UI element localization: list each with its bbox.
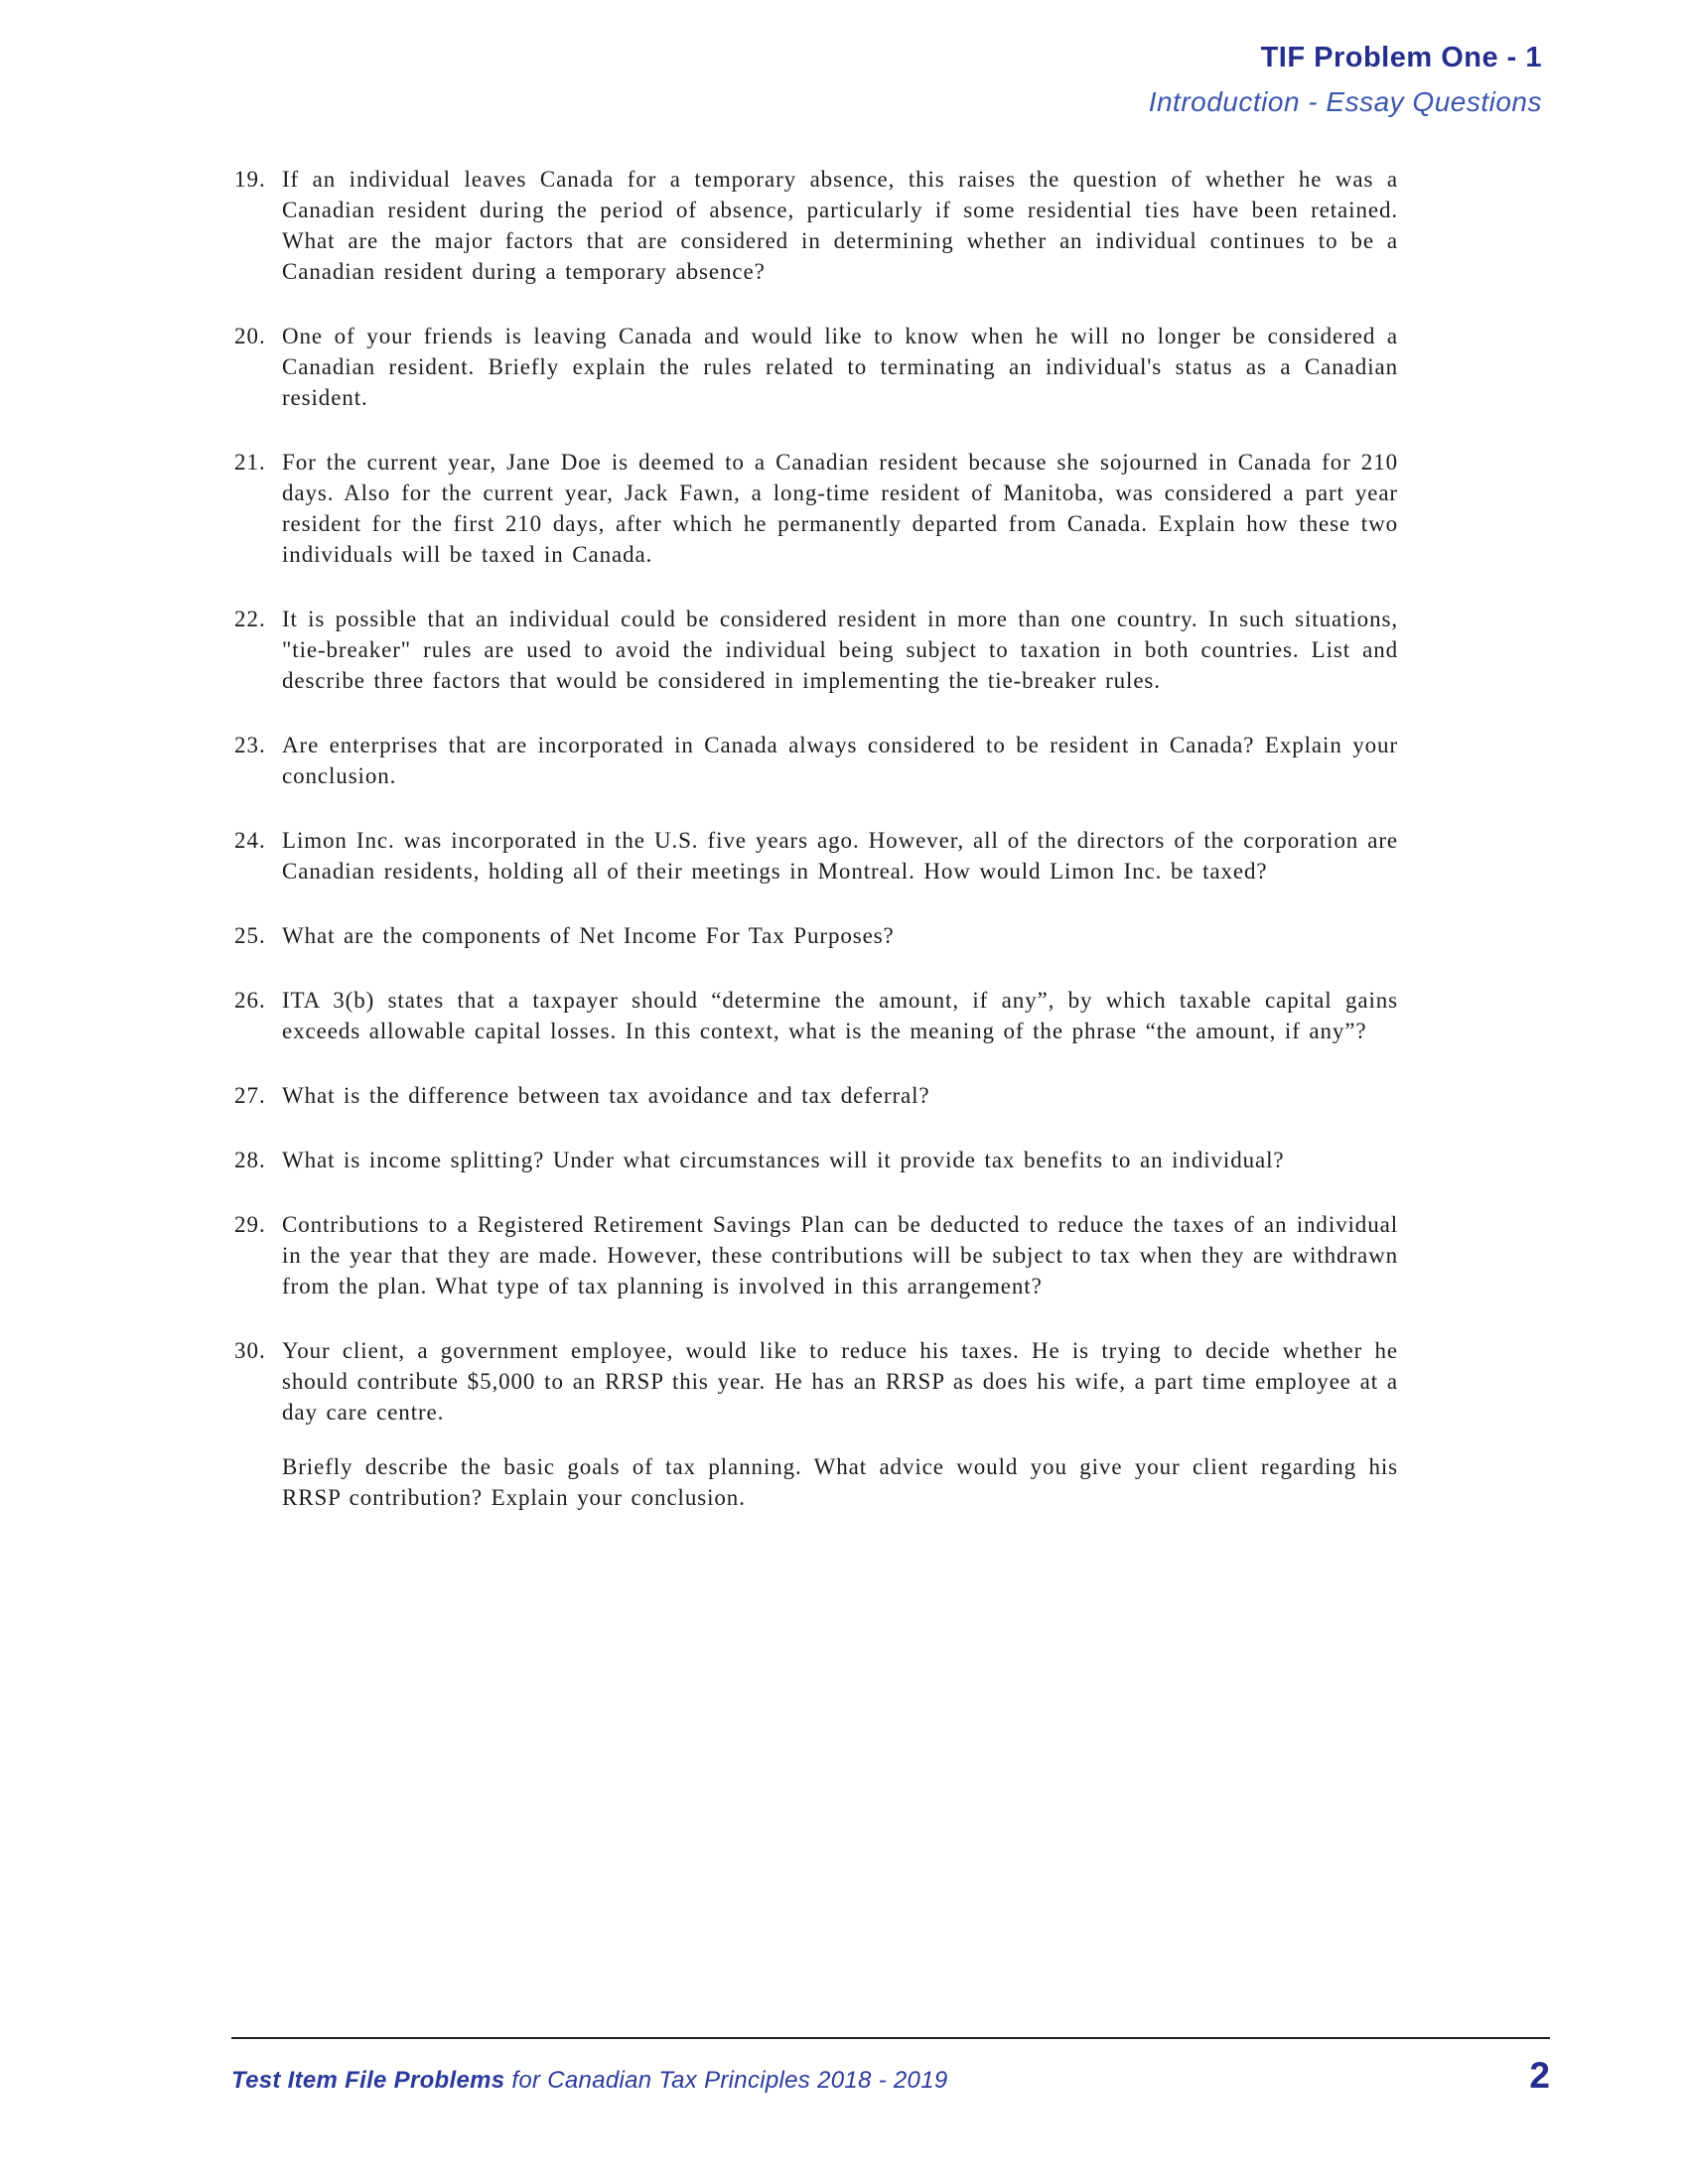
- question-text: What is income splitting? Under what circumstances will it provide tax benefits to an individual?: [282, 1148, 1285, 1172]
- question-text: Limon Inc. was incorporated in the U.S. five years ago. However, all of the directors of the corporation are Canadian residents, holding all of their meetings in Montreal. How would Limon Inc. be taxed?: [282, 828, 1398, 884]
- question-text: Contributions to a Registered Retirement Savings Plan can be deducted to reduce the taxes of an individual in the year that they are made. However, these contributions will be subject to tax when they are withdrawn from the plan. What type of tax planning is involved in this arrangement?: [282, 1212, 1398, 1298]
- question-number: 19.: [234, 167, 266, 192]
- question-text: If an individual leaves Canada for a temporary absence, this raises the question of whether he was a Canadian resident during the period of absence, particularly if some residential ties have been retained. What are the major factors that are considered in determining whether an individual continues to be a Canadian resident during a temporary absence?: [282, 167, 1398, 284]
- question-item-24: [234, 825, 1398, 887]
- question-item-27: [234, 1080, 1398, 1111]
- question-item-22: [234, 604, 1398, 696]
- question-number: 25.: [234, 923, 266, 948]
- question-number: 28.: [234, 1148, 266, 1172]
- question-number: 30.: [234, 1338, 266, 1363]
- footer-title-bold: Test Item File Problems: [231, 2067, 505, 2094]
- question-item-25: [234, 920, 1398, 951]
- question-item-26: [234, 985, 1398, 1046]
- questions-list: [234, 164, 1398, 1547]
- question-number: 22.: [234, 607, 266, 631]
- question-text: What is the difference between tax avoidance and tax deferral?: [282, 1083, 930, 1108]
- question-item-28: [234, 1145, 1398, 1175]
- question-number: 20.: [234, 324, 266, 348]
- question-text: ITA 3(b) states that a taxpayer should “determine the amount, if any”, by which taxable capital gains exceeds allowable capital losses. In this context, what is the meaning of the phrase “the amount, if any”?: [282, 988, 1398, 1043]
- question-text: For the current year, Jane Doe is deemed to a Canadian resident because she sojourned in Canada for 210 days. Also for the current year, Jack Fawn, a long-time resident of Manitoba, was considered a part year resident for the first 210 days, after which he permanently departed from Canada. Explain how these two individuals will be taxed in Canada.: [282, 450, 1398, 567]
- question-number: 23.: [234, 733, 266, 757]
- footer-book-title: [231, 2067, 948, 2095]
- question-text: Your client, a government employee, would like to reduce his taxes. He is trying to decide whether he should contribute $5,000 to an RRSP this year. He has an RRSP as does his wife, a part time employee at a day care centre.: [282, 1338, 1398, 1425]
- question-number: 26.: [234, 988, 266, 1013]
- question-text: What are the components of Net Income For Tax Purposes?: [282, 923, 895, 948]
- question-number: 29.: [234, 1212, 266, 1237]
- question-item-21: [234, 447, 1398, 570]
- question-item-30: [234, 1335, 1398, 1513]
- question-item-23: [234, 730, 1398, 791]
- question-text: Briefly describe the basic goals of tax planning. What advice would you give your client regarding his RRSP contribution? Explain your conclusion.: [282, 1454, 1398, 1510]
- question-text: One of your friends is leaving Canada and would like to know when he will no longer be considered a Canadian resident. Briefly explain the rules related to terminating an individual's status as a Canadian resident.: [282, 324, 1398, 410]
- page-footer: [231, 2037, 1550, 2097]
- question-text: Are enterprises that are incorporated in Canada always considered to be resident in Canada? Explain your conclusion.: [282, 733, 1398, 788]
- question-number: 27.: [234, 1083, 266, 1108]
- question-item-29: [234, 1209, 1398, 1301]
- question-number: 21.: [234, 450, 266, 475]
- page-header: [233, 42, 1542, 118]
- question-item-19: [234, 164, 1398, 287]
- question-item-20: [234, 321, 1398, 413]
- footer-title-rest: for Canadian Tax Principles 2018 - 2019: [504, 2067, 948, 2094]
- page-title: TIF Problem One - 1: [1260, 42, 1542, 73]
- page-number: 2: [1529, 2055, 1550, 2096]
- question-number: 24.: [234, 828, 266, 853]
- page-subtitle: Introduction - Essay Questions: [1148, 86, 1542, 117]
- question-text: It is possible that an individual could be considered resident in more than one country. In such situations, "tie-breaker" rules are used to avoid the individual being subject to taxation in both countries. List and describe three factors that would be considered in implementing the tie-breaker rules.: [282, 607, 1398, 693]
